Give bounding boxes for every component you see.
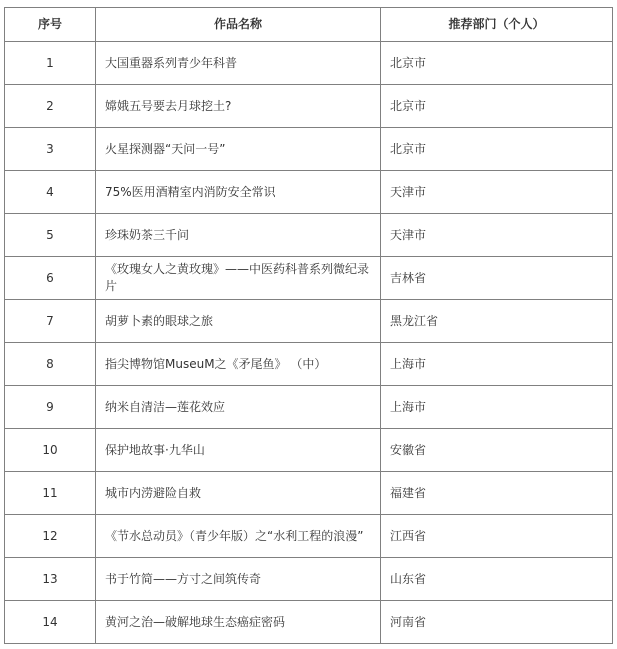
- row-dept: 吉林省: [381, 257, 613, 300]
- row-dept: 天津市: [381, 171, 613, 214]
- table-row: [5, 85, 613, 128]
- row-dept: 安徽省: [381, 429, 613, 472]
- table-row: [5, 343, 613, 386]
- row-title: 胡萝卜素的眼球之旅: [96, 300, 381, 343]
- table-row: [5, 386, 613, 429]
- table-row: [5, 558, 613, 601]
- row-dept: 北京市: [381, 128, 613, 171]
- row-index: 1: [5, 42, 96, 85]
- row-title: 大国重器系列青少年科普: [96, 42, 381, 85]
- table-header-row: [5, 8, 613, 42]
- row-dept: 上海市: [381, 343, 613, 386]
- row-title: 黄河之治—破解地球生态癌症密码: [96, 601, 381, 644]
- table-row: [5, 128, 613, 171]
- row-dept: 黑龙江省: [381, 300, 613, 343]
- table-row: [5, 171, 613, 214]
- row-index: 10: [5, 429, 96, 472]
- row-title: 75%医用酒精室内消防安全常识: [96, 171, 381, 214]
- row-index: 5: [5, 214, 96, 257]
- table-row: [5, 42, 613, 85]
- row-index: 9: [5, 386, 96, 429]
- row-index: 11: [5, 472, 96, 515]
- table-row: [5, 472, 613, 515]
- row-index: 12: [5, 515, 96, 558]
- table-row: [5, 601, 613, 644]
- row-dept: 河南省: [381, 601, 613, 644]
- row-index: 2: [5, 85, 96, 128]
- header-dept: 推荐部门（个人）: [381, 8, 613, 42]
- row-index: 3: [5, 128, 96, 171]
- row-title: 火星探测器“天问一号”: [96, 128, 381, 171]
- row-index: 6: [5, 257, 96, 300]
- row-dept: 福建省: [381, 472, 613, 515]
- table-row: [5, 214, 613, 257]
- row-index: 13: [5, 558, 96, 601]
- recommended-works-table: [4, 7, 613, 644]
- row-title: 指尖博物馆MuseuM之《矛尾鱼》 （中）: [96, 343, 381, 386]
- row-index: 4: [5, 171, 96, 214]
- row-dept: 天津市: [381, 214, 613, 257]
- row-dept: 北京市: [381, 42, 613, 85]
- row-index: 7: [5, 300, 96, 343]
- table-row: [5, 257, 613, 300]
- row-title: 珍珠奶茶三千问: [96, 214, 381, 257]
- row-title: 嫦娥五号要去月球挖土?: [96, 85, 381, 128]
- header-title: 作品名称: [96, 8, 381, 42]
- row-index: 8: [5, 343, 96, 386]
- row-title: 《节水总动员》（青少年版）之“水利工程的浪漫”: [96, 515, 381, 558]
- row-title: 书于竹简——方寸之间筑传奇: [96, 558, 381, 601]
- row-dept: 上海市: [381, 386, 613, 429]
- header-index: 序号: [5, 8, 96, 42]
- table-row: [5, 429, 613, 472]
- row-dept: 山东省: [381, 558, 613, 601]
- row-index: 14: [5, 601, 96, 644]
- row-title: 保护地故事·九华山: [96, 429, 381, 472]
- table-row: [5, 515, 613, 558]
- row-title: 《玫瑰女人之黄玫瑰》——中医药科普系列微纪录片: [96, 257, 381, 300]
- row-dept: 江西省: [381, 515, 613, 558]
- row-title: 城市内涝避险自救: [96, 472, 381, 515]
- table-row: [5, 300, 613, 343]
- row-title: 纳米自清洁—莲花效应: [96, 386, 381, 429]
- row-dept: 北京市: [381, 85, 613, 128]
